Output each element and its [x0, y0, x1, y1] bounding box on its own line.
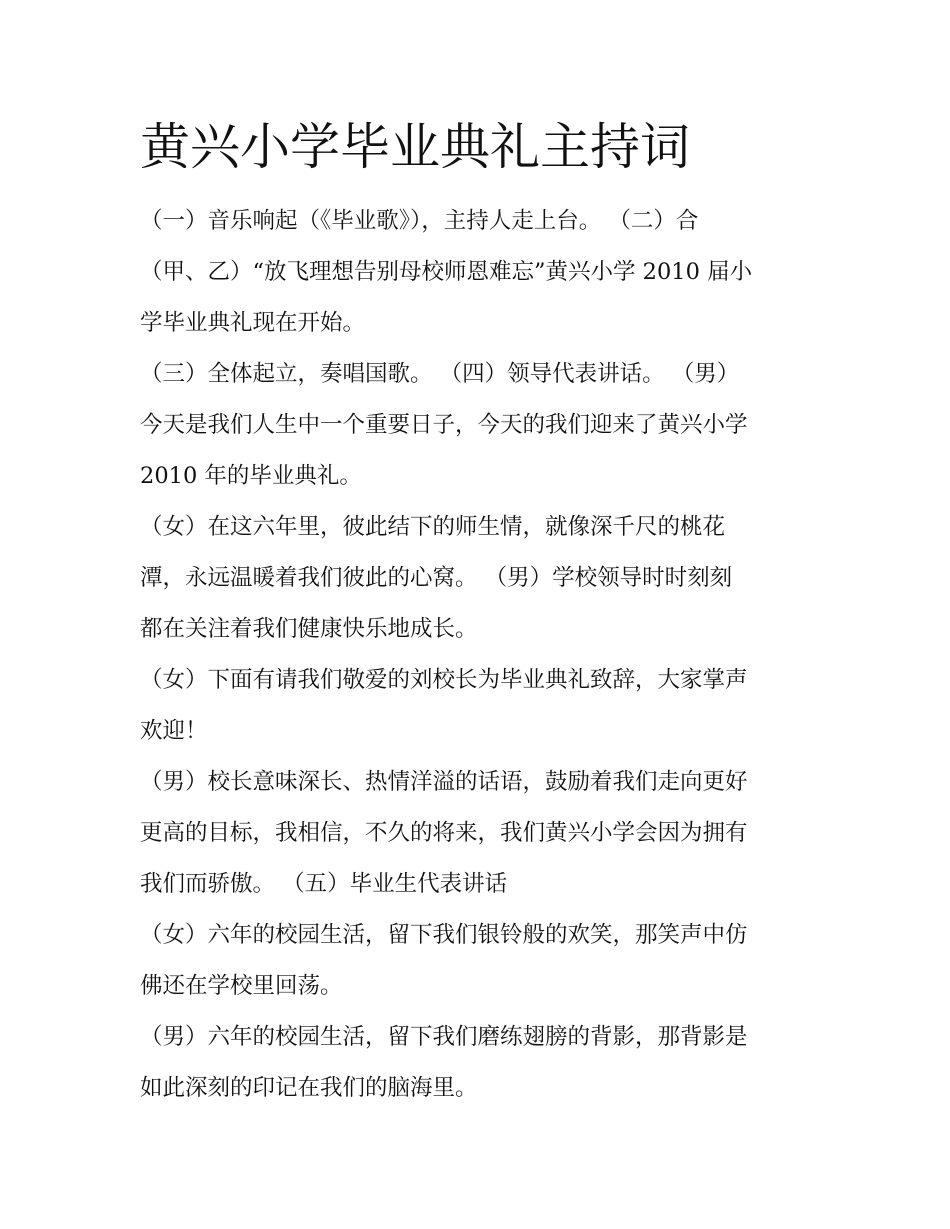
text-line: （一）音乐响起（《毕业歌》），主持人走上台。 （二）合: [140, 208, 699, 234]
text-line: 更高的目标，我相信，不久的将来，我们黄兴小学会因为拥有: [140, 820, 748, 846]
text-line: 都在关注着我们健康快乐地成长。: [140, 616, 478, 642]
text-line: 佛还在学校里回荡。: [140, 973, 343, 999]
text-line: 学毕业典礼现在开始。: [140, 310, 366, 336]
document-body: [140, 196, 820, 1114]
text-line: （甲、乙）“放飞理想告别母校师恩难忘”黄兴小学 2010 届小: [140, 259, 753, 285]
text-line: 潭，永远温暖着我们彼此的心窝。 （男）学校领导时时刻刻: [140, 565, 733, 591]
text-line: （三）全体起立，奏唱国歌。 （四）领导代表讲话。 （男）: [140, 361, 740, 387]
text-line: （女）下面有请我们敬爱的刘校长为毕业典礼致辞，大家掌声: [140, 667, 748, 693]
text-line: 我们而骄傲。 （五）毕业生代表讲话: [140, 871, 508, 897]
text-line: 欢迎！: [140, 718, 208, 744]
text-line: （女）在这六年里，彼此结下的师生情，就像深千尺的桃花: [140, 514, 726, 540]
text-line: 2010 年的毕业典礼。: [140, 463, 362, 489]
document-title: 黄兴小学毕业典礼主持词: [140, 118, 690, 176]
text-line: （男）校长意味深长、热情洋溢的话语，鼓励着我们走向更好: [140, 769, 748, 795]
text-line: 如此深刻的印记在我们的脑海里。: [140, 1075, 478, 1101]
text-line: 今天是我们人生中一个重要日子，今天的我们迎来了黄兴小学: [140, 412, 748, 438]
text-line: （女）六年的校园生活，留下我们银铃般的欢笑，那笑声中仿: [140, 922, 748, 948]
text-line: （男）六年的校园生活，留下我们磨练翅膀的背影，那背影是: [140, 1024, 748, 1050]
